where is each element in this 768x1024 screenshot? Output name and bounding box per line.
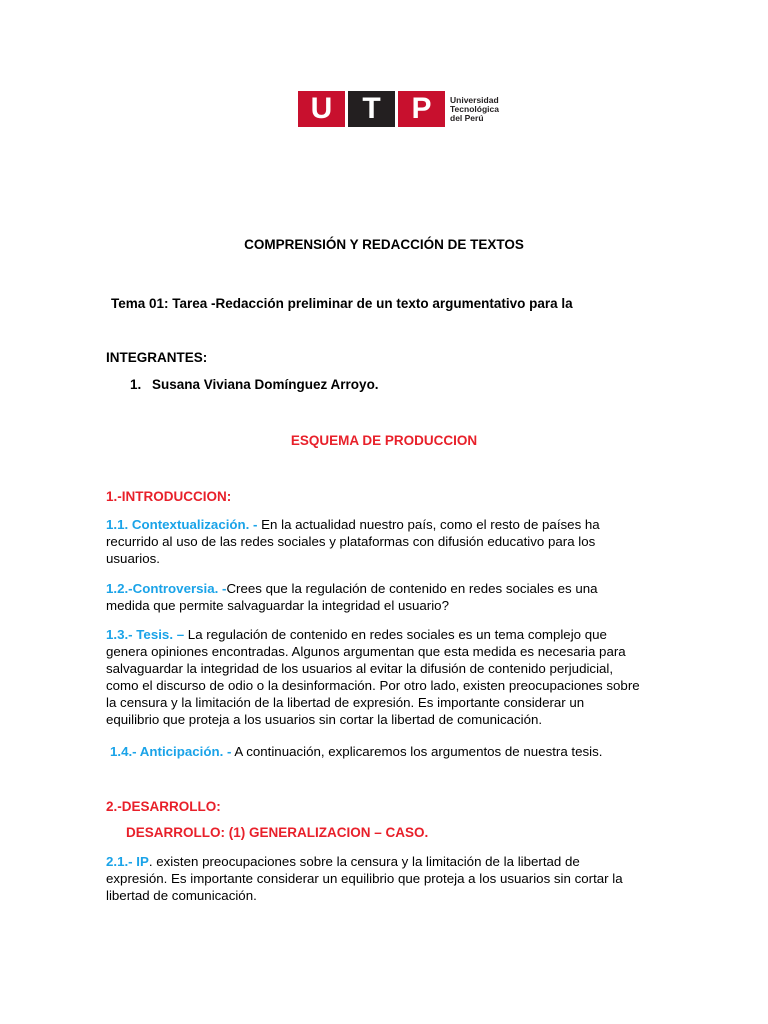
member-name: Susana Viviana Domínguez Arroyo. (152, 377, 379, 392)
logo-text: Universidad Tecnológica del Perú (450, 94, 499, 123)
logo-letter-t: T (348, 91, 395, 127)
paragraph-label: 2.1.- IP (106, 854, 149, 869)
tema-line: Tema 01: Tarea -Redacción preliminar de un texto argumentativo para la (111, 296, 573, 311)
paragraph-tesis: 1.3.- Tesis. – La regulación de contenido en redes sociales es un tema complejo que genera opiniones encontradas. Algunos argumentan que esta medida es necesaria para salvaguardar la integridad de los usuarios al evitar la difusión de contenido perjudicial, como el discurso de odio o la desinformación. Por otro lado, existen preocupaciones sobre la censura y la limitación de la libertad de expresión. Es importante considerar un equilibrio que proteja a los usuarios sin cortar la libertad de comunicación. (106, 627, 640, 727)
paragraph-anticipacion: 1.4.- Anticipación. - A continuación, explicaremos los argumentos de nuestra tesis. (110, 744, 603, 759)
paragraph-label: 1.3.- Tesis. – (106, 627, 185, 642)
paragraph-label: 1.1. Contextualización. - (106, 517, 258, 532)
paragraph-controversia: 1.2.-Controversia. -Crees que la regulación de contenido en redes sociales es una medida que permite salvaguardar la integridad el usuario? (106, 581, 598, 613)
member-item (130, 377, 379, 392)
paragraph-contextualizacion: 1.1. Contextualización. - En la actualidad nuestro país, como el resto de países ha recurrido al uso de las redes sociales y plataformas con difusión educativo para los usuarios. (106, 517, 600, 566)
paragraph-ip: 2.1.- IP. existen preocupaciones sobre la censura y la limitación de la libertad de expresión. Es importante considerar un equilibrio que proteja a los usuarios sin cortar la libertad de comunicación. (106, 854, 623, 903)
logo-letter-u: U (298, 91, 345, 127)
logo-letter-p: P (398, 91, 445, 127)
document-title: COMPRENSIÓN Y REDACCIÓN DE TEXTOS (244, 237, 524, 252)
esquema-heading: ESQUEMA DE PRODUCCION (290, 433, 478, 448)
utp-logo (298, 91, 499, 127)
paragraph-label: 1.2.-Controversia. - (106, 581, 227, 596)
section-desarrollo-subheading: DESARROLLO: (1) GENERALIZACION – CASO. (126, 825, 429, 840)
member-number: 1. (130, 377, 142, 392)
section-intro-heading: 1.-INTRODUCCION: (106, 489, 232, 504)
integrantes-label: INTEGRANTES: (106, 350, 208, 365)
section-desarrollo-heading: 2.-DESARROLLO: (106, 799, 221, 814)
paragraph-label: 1.4.- Anticipación. - (110, 744, 232, 759)
